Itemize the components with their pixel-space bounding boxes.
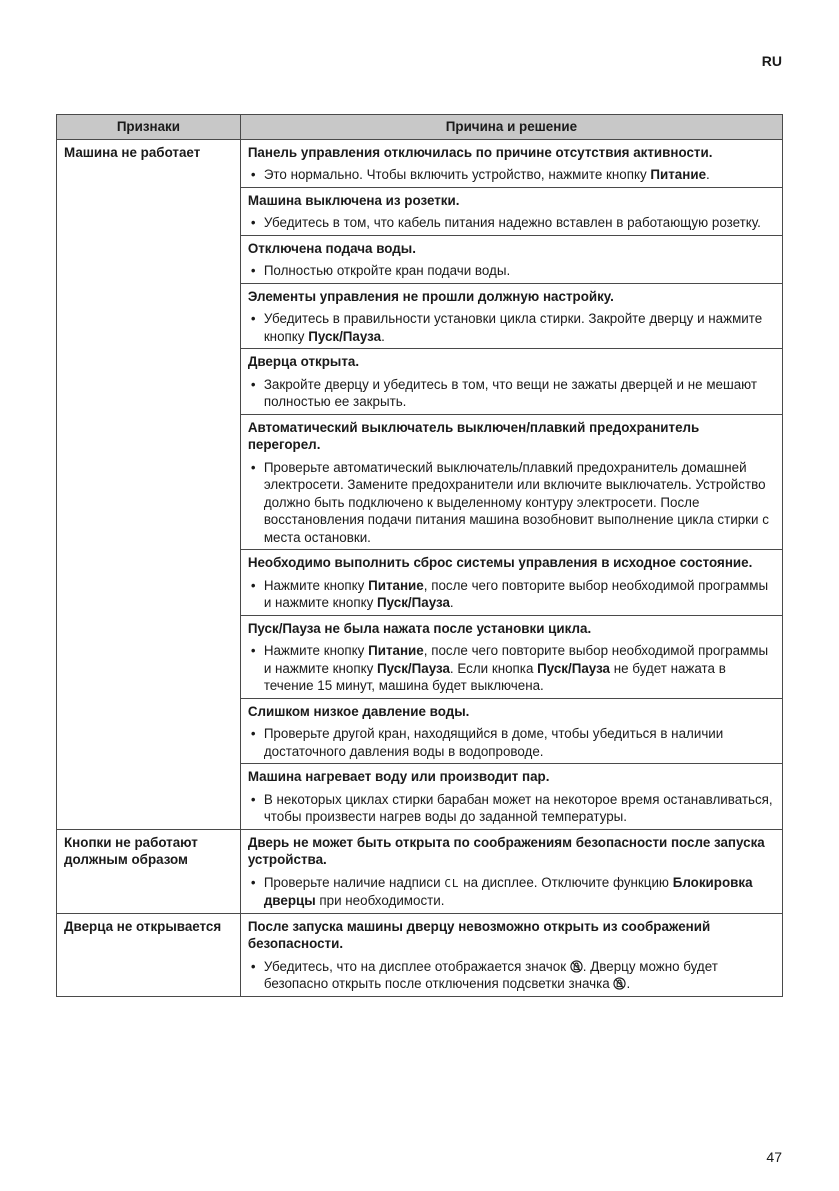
table-row bbox=[57, 829, 783, 913]
solution-text: • Это нормально. Чтобы включить устройство, нажмите кнопку Питание. bbox=[250, 167, 710, 182]
solution-text: • В некоторых циклах стирки барабан может на некоторое время останавливаться, чтобы произвести нагрев воды до заданной температуры. bbox=[250, 791, 773, 824]
cause-cell bbox=[240, 349, 782, 415]
cause-title: Пуск/Пауза не была нажата после установки цикла. bbox=[247, 620, 592, 636]
door-lock-icon bbox=[570, 960, 583, 973]
cause-cell bbox=[240, 829, 782, 913]
cause-title: Необходимо выполнить сброс системы управления в исходное состояние. bbox=[247, 555, 753, 570]
solution-text: • Убедитесь в том, что кабель питания надежно вставлен в работающую розетку. bbox=[250, 215, 761, 230]
cause-cell bbox=[240, 414, 782, 550]
table-row bbox=[57, 139, 783, 187]
solution-text: • Проверьте наличие надписи CL на дисплее. Отключите функцию Блокировка дверцы при необходимости. bbox=[250, 874, 753, 908]
header-symptoms: Признаки bbox=[57, 115, 241, 140]
solution-text: • Убедитесь, что на дисплее отображается значок . Дверцу можно будет безопасно открыть после отключения подсветки значка . bbox=[250, 958, 718, 991]
cause-title: Панель управления отключилась по причине отсутствия активности. bbox=[247, 144, 713, 160]
cause-title: Машина выключена из розетки. bbox=[247, 192, 460, 208]
cause-title: Слишком низкое давление воды. bbox=[247, 703, 470, 719]
cause-cell bbox=[240, 235, 782, 283]
table-row bbox=[57, 913, 783, 996]
door-lock-icon bbox=[613, 977, 626, 990]
cause-title: Отключена подача воды. bbox=[247, 240, 416, 256]
cause-title: Автоматический выключатель выключен/плавкий предохранитель перегорел. bbox=[247, 419, 700, 452]
solution-text: • Закройте дверцу и убедитесь в том, что вещи не зажаты дверцей и не мешают полностью ее закрыть. bbox=[250, 376, 758, 409]
solution-text: • Убедитесь в правильности установки цикла стирки. Закройте дверцу и нажмите кнопку Пуск/Пауза. bbox=[250, 311, 763, 344]
cause-cell bbox=[240, 550, 782, 616]
solution-text: • Нажмите кнопку Питание, после чего повторите выбор необходимой программы и нажмите кнопку Пуск/Пауза. bbox=[250, 577, 769, 610]
cause-title: Дверь не может быть открыта по соображениям безопасности после запуска устройства. bbox=[247, 834, 765, 867]
display-code: CL bbox=[444, 876, 460, 890]
cause-cell bbox=[240, 764, 782, 830]
cause-cell bbox=[240, 139, 782, 187]
header-cause-solution: Причина и решение bbox=[240, 115, 782, 140]
cause-title: Дверца открыта. bbox=[247, 354, 360, 369]
cause-cell bbox=[240, 913, 782, 996]
cause-title: Элементы управления не прошли должную настройку. bbox=[247, 288, 614, 304]
page-number: 47 bbox=[766, 1149, 782, 1165]
cause-cell bbox=[240, 283, 782, 349]
symptom-cell: Кнопки не работают должным образом bbox=[57, 829, 241, 913]
solution-text: • Полностью откройте кран подачи воды. bbox=[250, 263, 511, 278]
solution-text: • Проверьте автоматический выключатель/плавкий предохранитель домашней электросети. Замените предохранители или включите выключатель. Устройство должно быть подключено к выделенному контуру электросети. После восстановления подачи питания машина возобновит выполнение цикла стирки с места остановки. bbox=[250, 459, 769, 545]
cause-title: Машина нагревает воду или производит пар. bbox=[247, 769, 550, 784]
table-header-row bbox=[57, 115, 783, 140]
language-label: RU bbox=[761, 53, 782, 69]
cause-cell bbox=[240, 698, 782, 764]
symptom-cell: Дверца не открывается bbox=[57, 913, 241, 996]
troubleshooting-table bbox=[56, 114, 783, 997]
solution-text: • Нажмите кнопку Питание, после чего повторите выбор необходимой программы и нажмите кнопку Пуск/Пауза. Если кнопка Пуск/Пауза не будет нажата в течение 15 минут, машина будет выключена. bbox=[250, 643, 769, 693]
cause-cell bbox=[240, 187, 782, 235]
cause-cell bbox=[240, 615, 782, 698]
solution-text: • Проверьте другой кран, находящийся в доме, чтобы убедиться в наличии достаточного давления воды в водопроводе. bbox=[250, 726, 724, 759]
cause-title: После запуска машины дверцу невозможно открыть из соображений безопасности. bbox=[247, 918, 711, 951]
symptom-cell: Машина не работает bbox=[57, 139, 241, 829]
